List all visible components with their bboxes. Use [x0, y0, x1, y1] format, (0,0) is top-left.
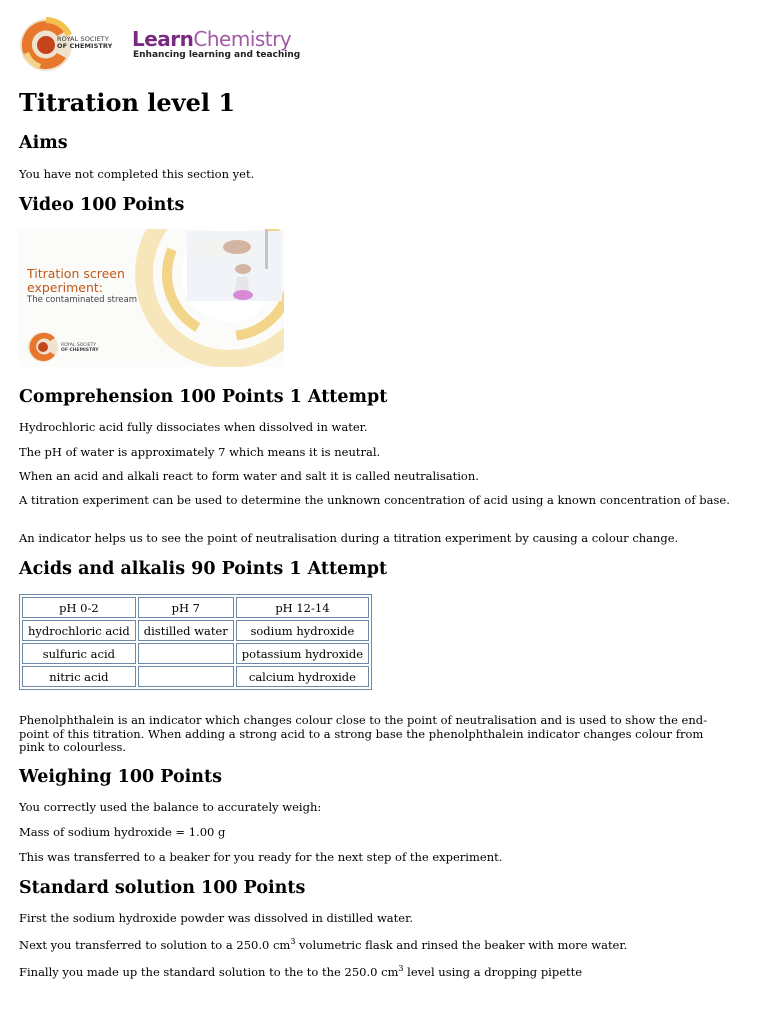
comprehension-text: The pH of water is approximately 7 which means it is neutral.	[19, 445, 381, 459]
video-thumb-subtitle: The contaminated stream	[27, 295, 137, 305]
weighing-text: Mass of sodium hydroxide = 1.00 g	[19, 825, 226, 839]
standard-solution-heading: Standard solution 100 Points	[19, 878, 306, 898]
table-header-cell: pH 7	[138, 597, 234, 618]
table-cell: calcium hydroxide	[236, 666, 369, 687]
learnchemistry-logo	[132, 27, 291, 51]
weighing-heading: Weighing 100 Points	[19, 767, 222, 787]
table-header-cell: pH 0-2	[22, 597, 136, 618]
table-cell: hydrochloric acid	[22, 620, 136, 641]
brand-learn: Learn	[132, 27, 194, 51]
standard-solution-text: Finally you made up the standard solution to the to the 250.0 $cm^3$ level using a dropping pipette	[19, 964, 583, 979]
comprehension-text: A titration experiment can be used to determine the unknown concentration of acid using a known concentration of base.	[19, 493, 730, 507]
table-cell: sulfuric acid	[22, 643, 136, 664]
aims-heading: Aims	[19, 133, 68, 153]
page-title: Titration level 1	[19, 88, 236, 117]
aims-status: You have not completed this section yet.	[19, 167, 255, 181]
comprehension-text: When an acid and alkali react to form water and salt it is called neutralisation.	[19, 469, 479, 483]
standard-solution-text: First the sodium hydroxide powder was dissolved in distilled water.	[19, 911, 413, 925]
phenolphthalein-note: Phenolphthalein is an indicator which changes colour close to the point of neutralisation and is used to show the end-point of this titration. When adding a strong acid to a strong base the phenolphthalein indicator changes colour from pink to colourless.	[19, 713, 707, 754]
table-header-row	[22, 597, 369, 618]
table-cell	[138, 666, 234, 687]
standard-solution-text: Next you transferred to solution to a 250.0 $cm^3$ volumetric flask and rinsed the beaker with more water.	[19, 937, 628, 952]
svg-text:ROYAL SOCIETY: ROYAL SOCIETY	[61, 343, 97, 348]
brand-tagline: Enhancing learning and teaching	[133, 50, 301, 60]
acids-alkalis-table	[19, 594, 372, 690]
brand-chemistry: Chemistry	[193, 27, 292, 51]
video-thumb-title: Titration screen experiment:	[27, 266, 125, 295]
table-cell: nitric acid	[22, 666, 136, 687]
table-row	[22, 643, 369, 664]
table-row	[22, 666, 369, 687]
table-cell	[138, 643, 234, 664]
acids-heading: Acids and alkalis 90 Points 1 Attempt	[19, 559, 388, 579]
weighing-text: You correctly used the balance to accurately weigh:	[19, 800, 322, 814]
table-cell: sodium hydroxide	[236, 620, 369, 641]
comprehension-text: An indicator helps us to see the point of neutralisation during a titration experiment by causing a colour change.	[19, 531, 679, 545]
table-cell: distilled water	[138, 620, 234, 641]
header-logos	[19, 14, 319, 76]
svg-text:OF CHEMISTRY: OF CHEMISTRY	[61, 348, 99, 353]
video-heading: Video 100 Points	[19, 195, 185, 215]
comprehension-heading: Comprehension 100 Points 1 Attempt	[19, 387, 388, 407]
rsc-logo-text: ROYAL SOCIETY OF CHEMISTRY	[57, 35, 113, 50]
table-cell: potassium hydroxide	[236, 643, 369, 664]
table-row	[22, 620, 369, 641]
table-header-cell: pH 12-14	[236, 597, 369, 618]
weighing-text: This was transferred to a beaker for you ready for the next step of the experiment.	[19, 850, 503, 864]
video-thumbnail[interactable]	[19, 229, 284, 367]
comprehension-text: Hydrochloric acid fully dissociates when dissolved in water.	[19, 420, 368, 434]
